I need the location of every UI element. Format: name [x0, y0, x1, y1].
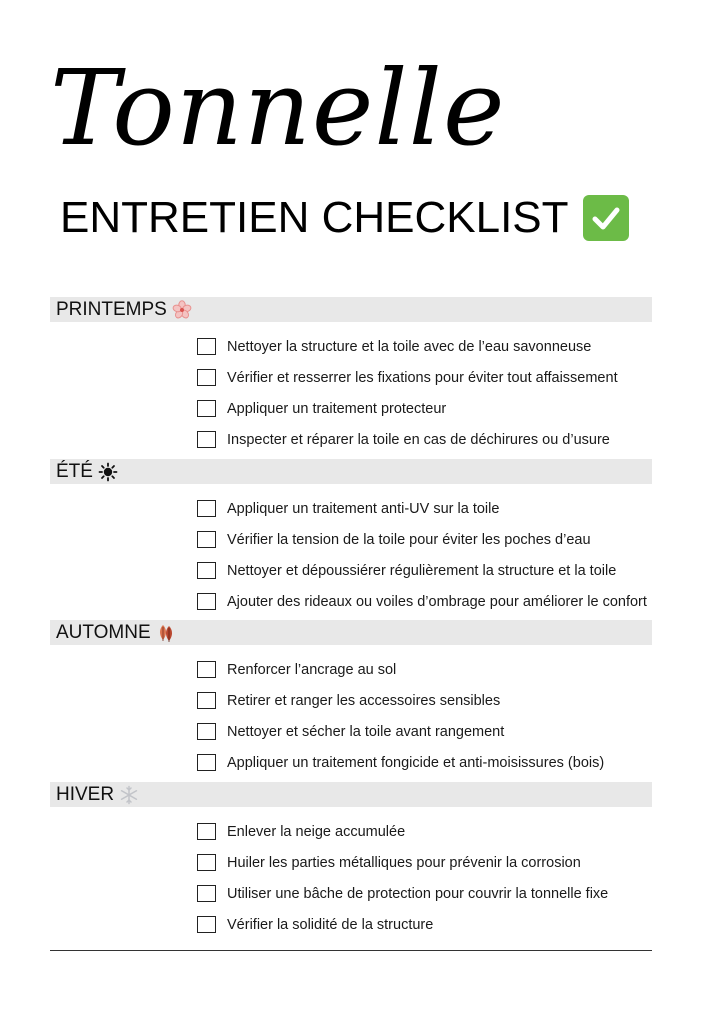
checklist-item-label: Vérifier et resserrer les fixations pour éviter tout affaissement [227, 369, 618, 386]
checklist-item [197, 586, 647, 617]
checklist-item [197, 654, 604, 685]
checkbox[interactable] [197, 723, 216, 740]
checklist-item [197, 878, 608, 909]
checkbox[interactable] [197, 500, 216, 517]
checklist-item [197, 424, 618, 455]
checklist-item [197, 747, 604, 778]
checkbox[interactable] [197, 562, 216, 579]
checkbox[interactable] [197, 661, 216, 678]
section-hiver [50, 782, 652, 933]
checklist [197, 654, 604, 778]
checklist-item-label: Nettoyer et dépoussiérer régulièrement la structure et la toile [227, 562, 617, 579]
checkbox[interactable] [197, 531, 216, 548]
checkbox[interactable] [197, 754, 216, 771]
checklist-item-label: Appliquer un traitement anti-UV sur la toile [227, 500, 500, 517]
checklist [197, 493, 647, 617]
bottom-divider [50, 950, 652, 951]
section-printemps [50, 297, 652, 448]
section-title: PRINTEMPS [56, 299, 167, 320]
checkbox[interactable] [197, 369, 216, 386]
fallen-leaves-icon [156, 623, 176, 643]
section-ete [50, 459, 652, 610]
checklist-item-label: Vérifier la solidité de la structure [227, 916, 434, 933]
checklist-item [197, 331, 618, 362]
checkbox[interactable] [197, 692, 216, 709]
checklist [197, 331, 618, 455]
section-header [50, 782, 652, 807]
cherry-blossom-icon [172, 300, 192, 320]
checklist-item-label: Ajouter des rideaux ou voiles d’ombrage pour améliorer le confort [227, 593, 647, 610]
checklist-item [197, 685, 604, 716]
checkbox[interactable] [197, 400, 216, 417]
checkbox[interactable] [197, 823, 216, 840]
section-header [50, 459, 652, 484]
section-title: ÉTÉ [56, 461, 93, 482]
checklist-item [197, 909, 608, 940]
subtitle-text: ENTRETIEN CHECKLIST [60, 193, 569, 242]
checklist-item [197, 847, 608, 878]
snowflake-icon [119, 785, 139, 805]
subtitle [60, 192, 629, 244]
section-header [50, 620, 652, 645]
checkbox[interactable] [197, 854, 216, 871]
section-title: HIVER [56, 784, 115, 805]
checkbox[interactable] [197, 431, 216, 448]
checklist-item [197, 362, 618, 393]
section-title: AUTOMNE [56, 622, 151, 643]
checkbox[interactable] [197, 916, 216, 933]
checklist-item-label: Renforcer l’ancrage au sol [227, 661, 397, 678]
checklist-item [197, 524, 647, 555]
sun-icon [98, 462, 118, 482]
checkbox[interactable] [197, 338, 216, 355]
checklist-item [197, 555, 647, 586]
checklist-item-label: Huiler les parties métalliques pour prévenir la corrosion [227, 854, 581, 871]
checklist-item-label: Nettoyer la structure et la toile avec de l’eau savonneuse [227, 338, 592, 355]
page-title: Tonnelle [50, 47, 506, 169]
checklist-item [197, 393, 618, 424]
checklist-item-label: Enlever la neige accumulée [227, 823, 406, 840]
section-automne [50, 620, 652, 771]
checklist-item-label: Appliquer un traitement fongicide et anti-moisissures (bois) [227, 754, 605, 771]
checklist [197, 816, 608, 940]
checklist-item-label: Utiliser une bâche de protection pour couvrir la tonnelle fixe [227, 885, 609, 902]
checklist-item-label: Vérifier la tension de la toile pour éviter les poches d’eau [227, 531, 591, 548]
checklist-item [197, 493, 647, 524]
checklist-item-label: Retirer et ranger les accessoires sensibles [227, 692, 501, 709]
checkbox[interactable] [197, 593, 216, 610]
checklist-item [197, 816, 608, 847]
check-mark-icon [583, 195, 629, 241]
checklist-item [197, 716, 604, 747]
checkbox[interactable] [197, 885, 216, 902]
checklist-item-label: Inspecter et réparer la toile en cas de déchirures ou d’usure [227, 431, 610, 448]
section-header [50, 297, 652, 322]
checklist-item-label: Appliquer un traitement protecteur [227, 400, 447, 417]
checklist-item-label: Nettoyer et sécher la toile avant rangement [227, 723, 505, 740]
